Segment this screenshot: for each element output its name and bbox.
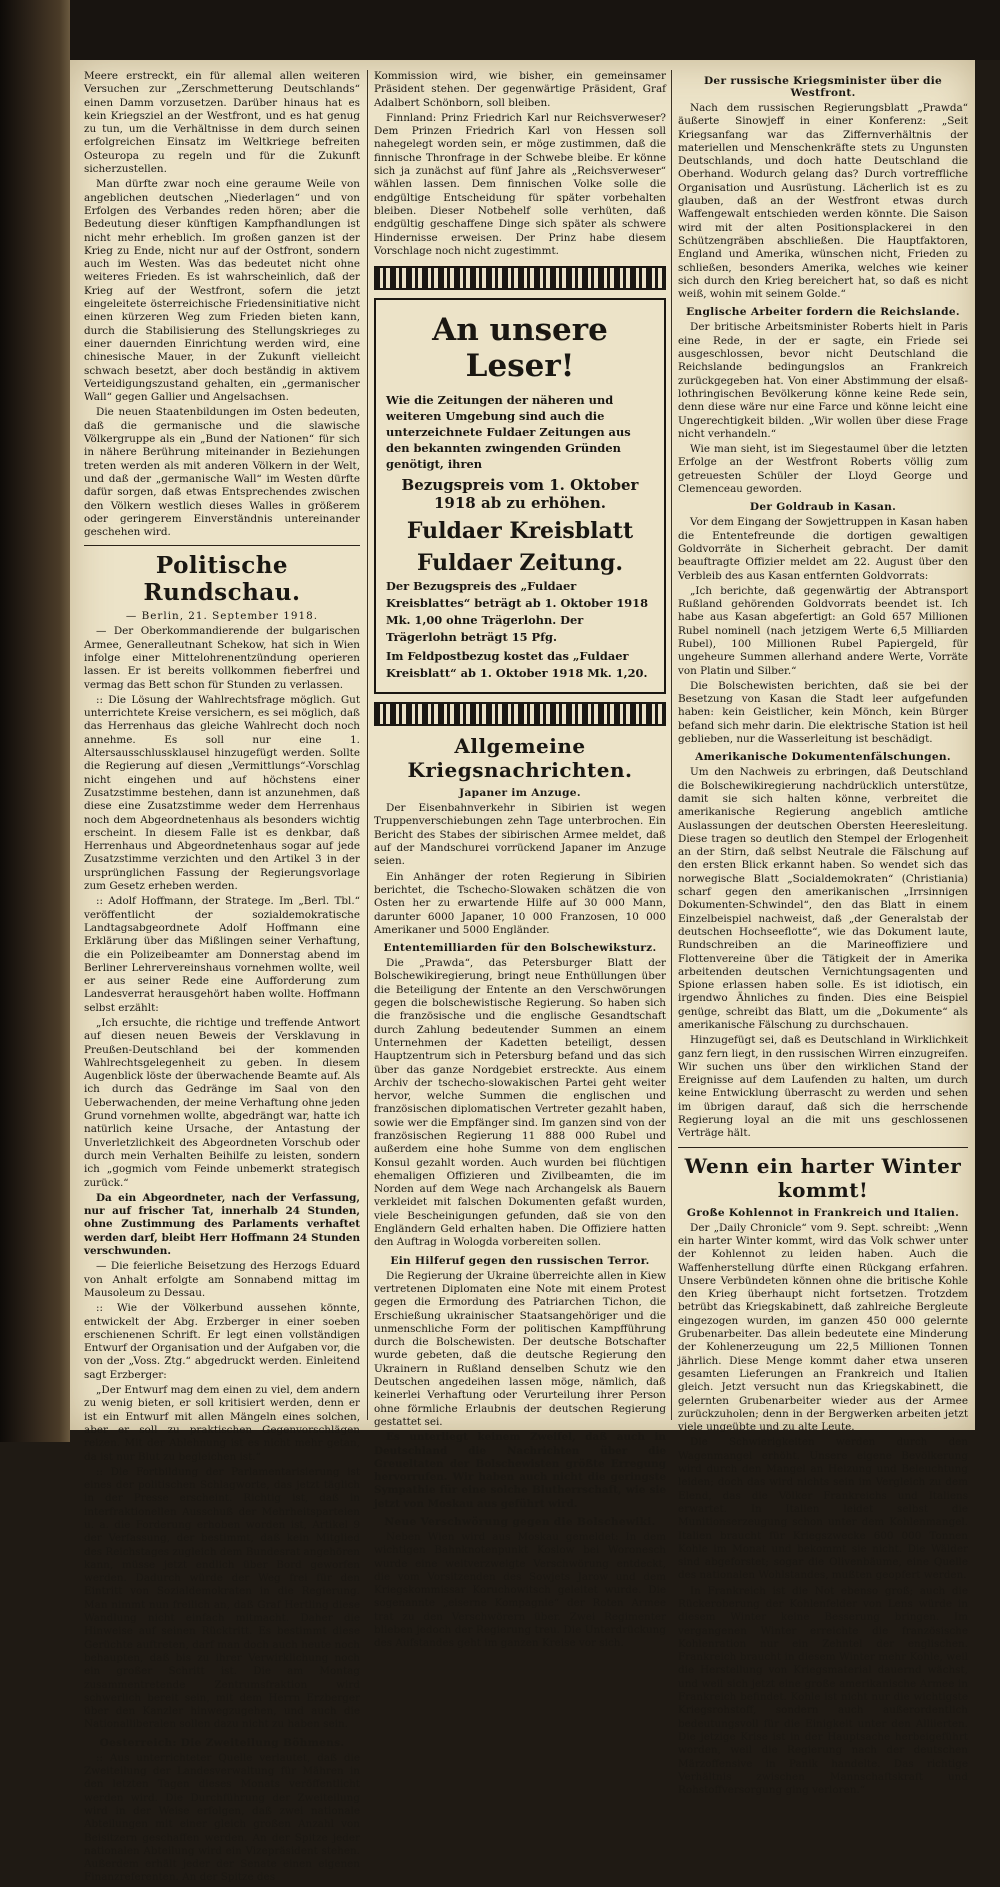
article-heading: Japaner im Anzuge. (459, 787, 581, 800)
paragraph: Die neuen Staatenbildungen im Osten bedeuten, daß die germanische und die slawische Völkergruppe als ein „Bund der Nationen“ für sich in nähere Berührung miteinander in Beziehungen treten werden als mit anderen Völkern in der Welt, und daß der „germanische Wall“ im Westen dürfte dafür sorgen, daß etwas Entsprechendes zwischen den Völkern westlich dieses Walles in größerem oder geringerem Einverständnis untereinander geschehen wird. (84, 406, 360, 539)
article-heading: Englische Arbeiter fordern die Reichslande. (686, 306, 960, 319)
paragraph: Nach dem russischen Regierungsblatt „Prawda“ äußerte Sinowjeff in einer Konferenz: „Seit Kriegsanfang war das Ziffernverhältnis der materiellen und Menschenkräfte stets zu Ungunsten Deutschlands, und doch hatte Deutschland die Oberhand. Wodurch gelang das? Durch vortreffliche Organisation und Ausrüstung. Lächerlich ist es zu glauben, daß an der Westfront etwas durch Waffengewalt entschieden werden könnte. Die Saison wird mit der alten Positionsplackerei in den Schützengräben abschließen. Die Hauptfaktoren, England und Amerika, wünschen nicht, Frieden zu schließen, besonders Amerika, welches wie keiner sich durch den Krieg bereichert hat, so daß es nicht weiß, wohin mit seinem Golde.“ (678, 102, 968, 301)
paragraph: Da ein Abgeordneter, nach der Verfassung, nur auf frischer Tat, innerhalb 24 Stunden, ohne Zustimmung des Parlaments verhaftet werden darf, bleibt Herr Hoffmann 24 Stunden verschwunden. (84, 1191, 360, 1258)
paragraph: Finnland: Prinz Friedrich Karl nur Reichsverweser? Dem Prinzen Friedrich Karl von Hessen soll nahegelegt worden sein, er möge zustimmen, daß die finnische Thronfrage in der Schwebe bleibe. Er könne sich ja zunächst auf fünf Jahre als „Reichsverweser“ wählen lassen. Dem finnischen Volke solle die endgültige Entscheidung für später vorbehalten bleiben. Dieser Notbehelf solle verhüten, daß endgültig geschaffene Dinge sich später als schwere Hindernisse erweisen. Der Prinz habe diesem Vorschlage noch nicht zugestimmt. (374, 111, 666, 257)
scan-top-edge (70, 0, 1000, 60)
paragraph: Der Eisenbahnverkehr in Sibirien ist wegen Truppenverschiebungen zehn Tage unterbrochen. Ein Bericht des Stabes der sibirischen Armee meldet, daß auf der Mandschurei vorrückend Japaner im Anzuge seien. (374, 802, 666, 868)
notice-price: Der Bezugspreis des „Fuldaer Kreisblattes“ beträgt ab 1. Oktober 1918 Mk. 1,00 ohne Trägerlohn. Der Trägerlohn beträgt 15 Pfg. (386, 579, 649, 645)
dateline: — Berlin, 21. September 1918. (125, 610, 319, 623)
notice-body: Wie die Zeitungen der näheren und weiteren Umgebung sind auch die unterzeichnete Fuldaer Zeitungen aus den bekannten zwingenden Gründen genötigt, ihren (386, 393, 631, 472)
paragraph: :: Wie der Völkerbund aussehen könnte, entwickelt der Abg. Erzberger in einer soeben erschienenen Schrift. Er legt einen vollständigen Entwurf der Organisation und der Aufgaben vor, die von der „Voss. Ztg.“ abgedruckt werden. Einleitend sagt Erzberger: (84, 1302, 360, 1381)
section-title: Allgemeine Kriegsnachrichten. (407, 734, 633, 783)
notice-title: An unsere Leser! (432, 312, 608, 385)
column-3 (678, 70, 968, 1799)
ornament-border (374, 702, 666, 726)
paragraph: Man dürfte zwar noch eine geraume Weile von angeblichen deutschen „Niederlagen“ und von Erfolgen des Verbandes reden hören; aber die Bedeutung dieser künftigen Kampfhandlungen ist nicht mehr erheblich. Im großen ganzen ist der Krieg zu Ende, nicht nur auf der Ostfront, sondern auch im Westen. Was das bedeutet nicht ohne weiteres Frieden. Es ist wahrscheinlich, daß der Krieg auf der Westfront, sofern die jetzt eingeleitete österreichische Friedensinitiative nicht einen kürzeren Weg zum Frieden bieten kann, durch die Stabilisierung des Stellungskrieges zu einer dauernden Einrichtung werden wird, eine chinesische Mauer, in der Zukunft vielleicht schwach besetzt, aber doch beständig in aktivem Verteidigungszustand gehalten, ein „germanischer Wall“ gegen Gallier und Angelsachsen. (84, 178, 360, 404)
divider (84, 545, 360, 546)
article-heading: Amerikanische Dokumentenfälschungen. (695, 751, 951, 764)
paragraph: „Ich berichte, daß gegenwärtig der Abtransport Rußland gehörenden Goldvorrats beendet ist. Ich habe aus Kasan abgefertigt: an Gold 657 Millionen Rubel nominell (nach jetzigem Werte 6,5 Milliarden Rubel), 100 Millionen Rubel Papiergeld, für ungeheure Summen allerhand andere Werte, Vorräte von Platin und Silber.“ (678, 584, 968, 677)
paragraph: Meere erstreckt, ein für allemal allen weiteren Versuchen zur „Zerschmetterung Deutschlands“ einen Damm vorzusetzen. Darüber hinaus hat es kein Kriegsziel an der Westfront, und es hat genug zu tun, um die Verhältnisse in dem durch seinen erfolgreichen Einsatz im Weltkriege befreiten Osteuropa zu regeln und für die Zukunft sicherzustellen. (84, 70, 360, 176)
newspaper-page (70, 60, 975, 1884)
divider (678, 1147, 968, 1148)
paragraph: :: Die Fortbildung der Parlamentarisierung ist eines der politischen Schlagworte, das jetzt täglich in der Presse erscheint. Richtig ist, daß in interfraktionellen Ausschuß der Mehrheitsparteien u. a. die Forderung erhoben worden ist, Artikel 9 der Verfassung, der bestimmt, daß kein Mitglied des Reichstages zugleich dem Bundesrat angehören kann, müsse jetzt endlich über Bord geworfen werden. Dadurch würde der Weg frei für den Eintritt von Sozialdemokraten in die Regierung. Man nimmt nun freilich an, daß Graf Hertling diese Wandlung nicht einfach mitmacht. Daher die Hinweise auf seinen Rücktritt. Es bestimmt diese Gerüchte auftreten, darf man doch auch heute noch behaupten, daß bis zu ihrer Verwirklichung noch ein großer Schritt ist. Die am Montag zusammentretende Zentrumsfraktion wird schwerlich bereit sein, mit dem Herrn Erzberger über den Kanzler hinwegzugehen, und auch die Nationalliberalen sollen dazu nicht zu haben sein. (84, 1465, 361, 1731)
column-rule (671, 70, 672, 1420)
paragraph: :: Aus unterrichteter Quelle verlautet, daß die Zweiteilung der Landesverwaltung für Mähren in den letzten Tagen dieses Monats veröffentlicht werden wird. Die Durchführung der Zweiteilung wird in der Weise erfolgen, daß zwei nationale Abteilungen mit einer gleich großen Anzahl von Beisitzern geschaffen werden. An der Spitze jeder nationalen Abteilung wird ein Vizepräsident stehen. Außerdem erhält jeder der Senate einen eigenen Finanzreferenten. An der Spitze des (84, 1751, 360, 1884)
paragraph: Kommission wird, wie bisher, ein gemeinsamer Präsident stehen. Der gegenwärtige Präsident, Graf Adalbert Schönborn, soll bleiben. (374, 70, 666, 109)
paper-name: Fuldaer Kreisblatt (406, 518, 634, 545)
article-heading: Der russische Kriegsminister über die Westfront. (703, 75, 943, 99)
paragraph: Wie man sieht, ist im Siegestaumel über die letzten Erfolge an der Westfront Roberts völlig zum getreuesten Schüler der Lloyd George und Clemenceau geworden. (678, 443, 968, 496)
paragraph: Neben Wien wird aus Moskau gemeldet: In dem wichtigen Bahnknotenpunkt Koslow bei Woronesch wurde eine weitverzweigte Verschwörung entdeckt, die vom Vorsitzenden des Sowjets Jarow und dem Kriegskommissar Koruchowitsch geleitet wurde. Die sogenannte „eiserne Kompagnie“ der Roten Armee trat zu den Verschwörern über. Zwei Regimenter blieben jedoch der Regierung treu. Die Unterdrückung des Aufstandes geht im ganzen Kreise vor sich. (374, 1531, 666, 1650)
paragraph: Der „Daily Chronicle“ vom 9. Sept. schreibt: „Wenn ein harter Winter kommt, wird das Volk schwer unter der Kohlennot zu leiden haben. Auch die Waffenherstellung dürfte einen Rückgang erfahren. Unsere Verbündeten können ohne die britische Kohle den Krieg überhaupt nicht fortsetzen. Trotzdem betrübt das Kriegskabinett, daß zahlreiche Bergleute eingezogen wurden, im ganzen 450 000 gelernte Grubenarbeiter. Das allein bedeutete eine Minderung der Kohlenerzeugung um 22,5 Millionen Tonnen jährlich. Diese Menge kommt daher etwa unseren gesamten Lieferungen an Frankreich und Italien gleich. Jetzt versucht nun das Kriegskabinett, die gelernten Grubenarbeiter wieder aus der Armee zurückzuholen; denn in der Bergwerken arbeiten jetzt viele ungeübte und zu alte Leute. (678, 1221, 968, 1434)
paragraph: Hinzugefügt sei, daß es Deutschland in Wirklichkeit ganz fern liegt, in den russischen Wirren einzugreifen. Wir suchen uns über den wirklichen Stand der Ereignisse auf dem Laufenden zu halten, um durch keine Entwicklung überrascht zu werden und sehen im übrigen darauf, daß sich die herrschende Regierung loyal an die mit uns geschlossenen Verträge hält. (678, 1034, 968, 1140)
article-heading: Neue Verschwörung gegen die Bolschewiki. (384, 1516, 656, 1528)
ornament-border (374, 266, 666, 290)
paragraph: Die Regierung der Ukraine überreichte allen in Kiew vertretenen Diplomaten eine Note mit einem Protest gegen die Ermordung des Patriarchen Tichon, die Erschießung ukrainischer Staatsangehöriger und die unmenschliche Form der politischen Kampfführung durch die Bolschewisten. Der deutsche Botschafter wurde gebeten, daß die deutsche Regierung den Ukrainern in Rußland denselben Schutz wie den Deutschen angedeihen lassen möge, nämlich, daß keinerlei Verhaftung oder Verurteilung ihrer Person ohne förmliche Erlaubnis der deutschen Regierung gestattet sei. (374, 1269, 666, 1428)
article-heading: Ententemilliarden für den Bolschewiksturz. (383, 942, 657, 955)
column-rule (367, 70, 368, 1420)
paragraph: „Ich ersuchte, die richtige und treffende Antwort auf diesen neuen Beweis der Versklavung in Preußen-Deutschland bei der kommenden Wahlrechtsgelegenheit zu geben. In diesem Augenblick löste der überwachende Beamte auf. Als ich durch das Gedränge im Saal von den Ueberwachenden, der meine Verhaftung ohne jeden Grund vornehmen wollte, abgedrängt war, hatte ich natürlich keine Ursache, der Antastung der Unverletzlichkeit des Abgeordneten Vorschub oder durch mein Verhalten Beihilfe zu leisten, sondern ich „gogmich vom Feinde unbemerkt strategisch zurück.“ (84, 1017, 360, 1189)
paragraph: :: Die Lösung der Wahlrechtsfrage möglich. Gut unterrichtete Kreise versichern, es sei möglich, daß das Herrenhaus das gleiche Wahlrecht doch noch annehme. Es soll nur eine 1. Altersausschlussklausel hinzugefügt werden. Sollte die Regierung auf diesen „Vermittlungs“-Vorschlag nicht eingehen und auf höchstens einer Zusatzstimme bestehen, dann ist anzunehmen, daß diese eine Zusatzstimme weder dem Herrenhaus noch dem Abgeordnetenhaus als besonders wichtig erscheint. In diesem Falle ist es denkbar, daß Herrenhaus und Abgeordnetenhaus sogar auf jede Zusatzstimme verzichten und den Artikel 3 in der ursprünglichen Fassung der Regierungsvorlage zum Gesetz erheben werden. (84, 693, 360, 893)
article-heading: Ein Hilferuf gegen den russischen Terror. (390, 1254, 650, 1267)
paragraph: „Der Entwurf mag dem einen zu viel, dem andern zu wenig bieten, er soll kritisiert werden, denn er ist ein Entwurf mit allen Mängeln eines solchen, aber er soll zu praktischen Gegenvorschlägen reizen. Mit der Ablehnung ist es nicht mehr getan, da ist nur Blut zu begleichen ist.“ (84, 1384, 360, 1463)
paragraph: — Der Oberkommandierende der bulgarischen Armee, Generalleutnant Schekow, hat sich in Wien infolge einer Mittelohrenentzündung operieren lassen. Er ist bereits vollkommen fieberfrei und vermag das Bett schon für Stunden zu verlassen. (84, 625, 360, 691)
paragraph: Die Schwierigkeiten werden durch den Wagenmangel erhöht. Unsere eigene Bevölkerung wird durch den Mangel an Heizung und Beleuchtung leiden; doch das wird nichts sein im Vergleich zu dem Elend, das die Völker Frankreichs und Italiens erwartet. In Italien leidet selbst die Munitionserzeugung schon unter dem Kohlenmangel. Italien braucht für Kriegszwecke 600 000 Tonnen Kohle im Monat und bekommt sie nicht. Die Wälder sind abgeforstet; sogar die Olivenbäume, eine Quelle des nationalen Wohlstandes, mußten geopfert werden. (678, 1436, 968, 1582)
column-1 (84, 70, 360, 1887)
paragraph: Die „Prawda“, das Petersburger Blatt der Bolschewikiregierung, bringt neue Enthüllungen über die Beteiligung der Entente an den Verschwörungen gegen die bolschewistische Regierung. So haben sich die französische und die englische Gesandtschaft durch Zahlung bedeutender Summen an einem Unternehmen der Kadetten beteiligt, dessen Hauptzentrum sich in Petersburg befand und das sich über das ganze Nordgebiet erstreckte. Aus einem Archiv der tschecho-slowakischen Partei geht weiter hervor, welche Summen die englischen und französischen diplomatischen Vertreter gezahlt haben, sowie wer die Empfänger sind. Im ganzen sind von der französischen Regierung 11 888 000 Rubel und außerdem eine hohe Summe von dem englischen Konsul gezahlt worden. Auch wurden bei flüchtigen ehemaligen Offizieren und Zivilbeamten, die im Norden auf dem Wege nach Archangelsk als Bauern verkleidet mit falschen Dokumenten gefaßt wurden, viele Bescheinigungen gefunden, daß sie von den Engländern Geld erhalten haben. Die Offiziere hatten den Auftrag in Wologda vorbereiten sollen. (374, 957, 666, 1249)
article-heading: Oesterreich: Die Zweiteilung Böhmens. (99, 1736, 345, 1749)
section-title: Wenn ein harter Winter kommt! (684, 1153, 962, 1202)
paragraph: :: Adolf Hoffmann, der Stratege. Im „Berl. Tbl.“ veröffentlicht der sozialdemokratische Landtagsabgeordnete Adolf Hoffmann eine Erklärung über das Mißlingen seiner Verhaftung, die ein Polizeibeamter am Donnerstag abend im Berliner Lehrervereinshaus vornehmen wollte, weil er aus seiner Rede eine Aufforderung zum Landesverrat herausgehört haben wollte. Hoffmann selbst erzählt: (84, 895, 360, 1014)
paragraph: In Frankreich ist die Not ebenso groß; auch die Rückeroberung der Kohlenfelder von Lens würde in diesem Winter keine Besserung bringen. Im vergangenen Winter erreichte die französische Kohlenration nur ein Zehntel der englischen. Frankreich braucht in diesem Winter mehr Kohle, weil die Herstellung von Kriegsmaterial dauernd wächst, und weil sich jetzt eine große amerikanische Armee in Frankreich befindet. Kohle ist nicht nur die wichtigste Kriegsrohstoff, sondern auch außerordentlich bedeutungsvoll für die Einigkeit unter den Alliierten. Die jetzige Krise ist in der Hauptsache herbeigeführt worden, weil die Regierung nach der deutschen Märzoffensive in Panik handelte. Das richtige Verhältnis zwischen Mannschaftskraft und Rohstoffversorgung ging verloren.“ (678, 1584, 968, 1797)
paper-name: Fuldaer Zeitung. (416, 550, 624, 577)
notice-price: Im Feldpostbezug kostet das „Fuldaer Kreisblatt“ ab 1. Oktober 1918 Mk. 1,20. (386, 649, 648, 681)
column-2 (374, 70, 666, 1653)
article-subheading: Große Kohlennot in Frankreich und Italien. (686, 1206, 960, 1219)
paragraph: Um den Nachweis zu erbringen, daß Deutschland die Bolschewikiregierung nachdrücklich unterstütze, damit sie sich halten könne, verbreitet die amerikanische Regierung angeblich amtliche Auslassungen der deutschen Obersten Heeresleitung. Diese tragen so deutlich den Stempel der Erlogenheit an der Stirn, daß selbst Neutrale die Fälschung auf den ersten Blick erkannt haben. So wendet sich das norwegische Blatt „Socialdemokraten“ (Christiania) scharf gegen den amerikanischen „Irrsinnigen Dokumenten-Schwindel“, den das Blatt in einem Einzelbeispiel nachweist, daß „der Generalstab der deutschen Hochseeflotte“, wie das Dokument laute, Rundschreiben an die Marineoffiziere und Flottenvereine über die Tätigkeit der in Amerika arbeitenden deutschen Vernichtungsagenten und Spione erlassen haben solle. Es ist idiotisch, ein irgendwo Ähnliches zu finden. Dies eine Beispiel genüge, schreibt das Blatt, um die „Dokumente“ als amerikanische Fälschung zu durchschauen. (678, 766, 968, 1031)
book-binding (0, 0, 70, 1442)
notice-price-change: Bezugspreis vom 1. Oktober 1918 ab zu erhöhen. (401, 476, 639, 513)
article-heading: Der Goldraub in Kasan. (749, 501, 897, 514)
paragraph: Vor dem Eingang der Sowjettruppen in Kasan haben die Ententefreunde die dortigen gewaltigen Goldvorräte in Sicherheit gebracht. Der damit beauftragte Offizier meldet am 22. August über den Verbleib des aus Kasan entfernten Goldvorrats: (678, 516, 968, 582)
paragraph: — Die feierliche Beisetzung des Herzogs Eduard von Anhalt erfolgte am Sonnabend mittag im Mausoleum zu Dessau. (84, 1260, 360, 1299)
subscriber-notice (374, 298, 666, 694)
section-title: Politische Rundschau. (143, 552, 301, 607)
paragraph: Es unterliegt keinem Zweifel, daß auch in Deutschland die Nachrichten über die Greueltaten der Bolschewisten größte Erregung hervorrufen. Wir haben auch nicht die geringste Sympathie für eine solche Blutherrschaft, wie sie jetzt von Moskau aus geführt wird. (374, 1431, 666, 1510)
paragraph: Die Bolschewisten berichten, daß sie bei der Besetzung von Kasan die Stadt leer aufgefunden haben: kein Geistlicher, kein Mönch, kein Bürger befand sich mehr darin. Die elektrische Station ist heil geblieben, nur die Wasserleitung ist beschädigt. (678, 679, 968, 746)
paragraph: Ein Anhänger der roten Regierung in Sibirien berichtet, die Tschecho-Slowaken schätzen die von Osten her zu erwartende Hilfe auf 30 000 Mann, darunter 6000 Japaner, 10 000 Franzosen, 10 000 Amerikaner und 5000 Engländer. (374, 870, 666, 936)
paragraph: Der britische Arbeitsminister Roberts hielt in Paris eine Rede, in der er sagte, ein Friede sei ausgeschlossen, bevor nicht Deutschland die Reichslande bedingungslos an Frankreich zurückgegeben hat. Von einer Abstimmung der elsaß-lothringischen Bevölkerung könne keine Rede sein, denn diese wäre nur eine Farce und könne leicht eine Ungerechtigkeit bilden. „Wir wollen über diese Frage nicht verhandeln.“ (678, 321, 968, 440)
